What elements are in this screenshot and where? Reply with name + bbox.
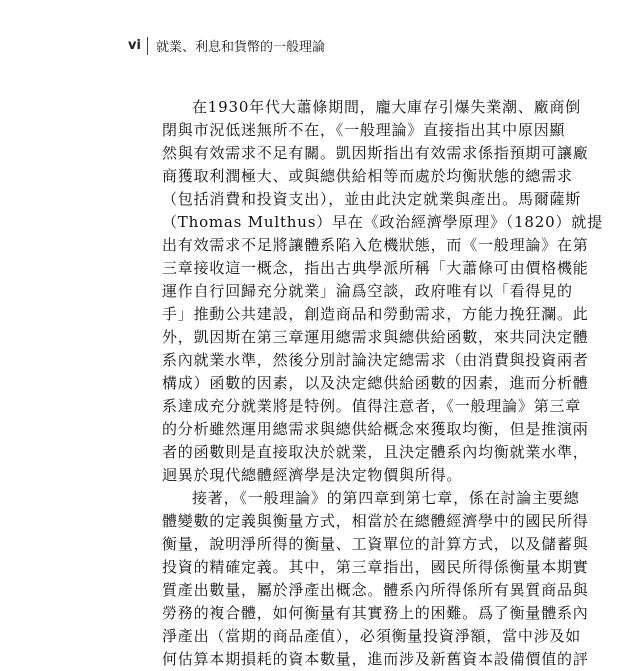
page-number: vi xyxy=(128,38,141,53)
running-header xyxy=(128,36,325,55)
header-divider xyxy=(147,37,148,55)
text-line: 閉與市況低迷無所不在，《一般理論》直接指出其中原因顯 xyxy=(162,121,566,139)
paragraph-1 xyxy=(162,96,603,487)
text-line: 系內就業水準，然後分別討論決定總需求（由消費與投資兩者 xyxy=(162,351,589,369)
text-line: 外，凱因斯在第三章運用總需求與總供給函數，來共同決定體 xyxy=(162,328,589,346)
text-line: 然與有效需求不足有關。凱因斯指出有效需求係指預期可讓廠 xyxy=(162,144,589,162)
text-line: 衡量，說明淨所得的衡量、工資單位的計算方式，以及儲蓄與 xyxy=(162,535,589,553)
text-line: 手」推動公共建設，創造商品和勞動需求，方能力挽狂瀾。此 xyxy=(162,305,589,323)
text-line: 淨產出（當期的商品產值），必須衡量投資淨額，當中涉及如 xyxy=(162,627,582,645)
text-line: 迥異於現代總體經濟學是決定物價與所得。 xyxy=(162,466,463,484)
text-line: 何估算本期損耗的資本數量，進而涉及新舊資本設備價值的評 xyxy=(162,650,589,668)
text-line: （包括消費和投資支出），並由此決定就業與產出。馬爾薩斯 xyxy=(162,190,582,208)
text-line: 者的函數則是直接取決於就業，且決定體系內均衡就業水準， xyxy=(162,443,589,461)
text-line: （Thomas Multhus）早在《政治經濟學原理》（1820）就提 xyxy=(162,213,603,231)
text-line: 的分析雖然運用總需求與總供給概念來獲取均衡，但是推演兩 xyxy=(162,420,589,438)
text-line: 出有效需求不足將讓體系陷入危機狀態，而《一般理論》在第 xyxy=(162,236,589,254)
text-line: 系達成充分就業將是特例。值得注意者，《一般理論》第三章 xyxy=(162,397,582,415)
chapter-title: 就業、利息和貨幣的一般理論 xyxy=(155,40,325,55)
text-line: 體變數的定義與衡量方式，相當於在總體經濟學中的國民所得 xyxy=(162,512,589,530)
text-line: 接著，《一般理論》的第四章到第七章，係在討論主要總 xyxy=(192,489,580,507)
text-line: 質產出數量，屬於淨產出概念。體系內所得係所有異質商品與 xyxy=(162,581,589,599)
paragraph-2 xyxy=(162,487,589,671)
text-line: 運作自行回歸充分就業」淪爲空談，政府唯有以「看得見的 xyxy=(162,282,573,300)
text-line: 在1930年代大蕭條期間，龐大庫存引爆失業潮、廠商倒 xyxy=(192,98,581,116)
text-line: 勞務的複合體，如何衡量有其實務上的困難。爲了衡量體系內 xyxy=(162,604,589,622)
text-line: 投資的精確定義。其中，第三章指出，國民所得係衡量本期實 xyxy=(162,558,589,576)
body-text xyxy=(162,96,603,671)
text-line: 三章接收這一概念，指出古典學派所稱「大蕭條可由價格機能 xyxy=(162,259,589,277)
text-line: 商獲取利潤極大、或與總供給相等而處於均衡狀態的總需求 xyxy=(162,167,573,185)
text-line: 構成）函數的因素，以及決定總供給函數的因素，進而分析體 xyxy=(162,374,589,392)
